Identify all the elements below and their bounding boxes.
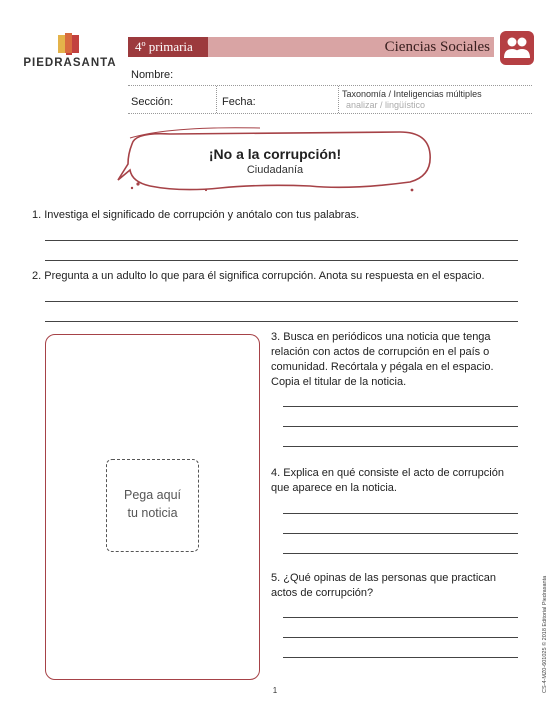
taxonomy-value: analizar / lingüístico xyxy=(346,100,426,110)
taxonomy-title: Taxonomía / Inteligencias múltiples xyxy=(342,89,482,99)
answer-line-5b[interactable] xyxy=(283,637,518,638)
book-logo-icon xyxy=(58,33,82,55)
side-copyright-text: CS-4-MZ0-601025 © 2018 Editorial Piedrasanta xyxy=(542,575,548,693)
answer-line-3a[interactable] xyxy=(283,406,518,407)
paste-hint-text xyxy=(106,486,199,522)
answer-line-2b[interactable] xyxy=(45,321,518,322)
grade-label: 4º primaria xyxy=(128,37,208,57)
answer-line-5a[interactable] xyxy=(283,617,518,618)
answer-line-1a[interactable] xyxy=(45,240,518,241)
question-2: 2. Pregunta a un adulto lo que para él significa corrupción. Anota su respuesta en el espacio. xyxy=(32,270,485,282)
name-field[interactable] xyxy=(128,85,532,86)
side-copyright xyxy=(538,545,548,695)
subject-icon-badge xyxy=(500,31,534,65)
answer-line-2a[interactable] xyxy=(45,301,518,302)
date-label: Fecha: xyxy=(222,96,256,108)
answer-line-3c[interactable] xyxy=(283,446,518,447)
subject-title: Ciencias Sociales xyxy=(384,39,490,55)
answer-line-1b[interactable] xyxy=(45,260,518,261)
name-label: Nombre: xyxy=(131,69,174,81)
activity-title: ¡No a la corrupción! xyxy=(208,146,342,162)
question-4: 4. Explica en qué consiste el acto de corrupción que aparece en la noticia. xyxy=(271,467,504,494)
paste-hint-line-1: Pega aquí xyxy=(124,488,181,502)
people-icon xyxy=(500,31,534,65)
date-taxonomy-divider xyxy=(338,86,339,113)
answer-line-3b[interactable] xyxy=(283,426,518,427)
brand-logo: PIEDRASANTA xyxy=(23,57,117,69)
answer-line-4b[interactable] xyxy=(283,533,518,534)
answer-line-4a[interactable] xyxy=(283,513,518,514)
section-date-divider xyxy=(216,86,217,113)
section-label: Sección: xyxy=(131,96,174,108)
question-5: 5. ¿Qué opinas de las personas que practican actos de corrupción? xyxy=(271,572,497,599)
page-number: 1 xyxy=(272,686,278,695)
question-1: 1. Investiga el significado de corrupción y anótalo con tus palabras. xyxy=(32,209,360,221)
question-3: 3. Busca en periódicos una noticia que tenga relación con actos de corrupción en el país o comunidad. Recórtala y pégala en el espacio. Copia el titular de la noticia. xyxy=(271,331,494,388)
activity-subtitle: Ciudadanía xyxy=(246,164,304,176)
answer-line-5c[interactable] xyxy=(283,657,518,658)
paste-hint-line-2: tu noticia xyxy=(127,506,178,520)
section-field[interactable] xyxy=(128,113,532,114)
answer-line-4c[interactable] xyxy=(283,553,518,554)
